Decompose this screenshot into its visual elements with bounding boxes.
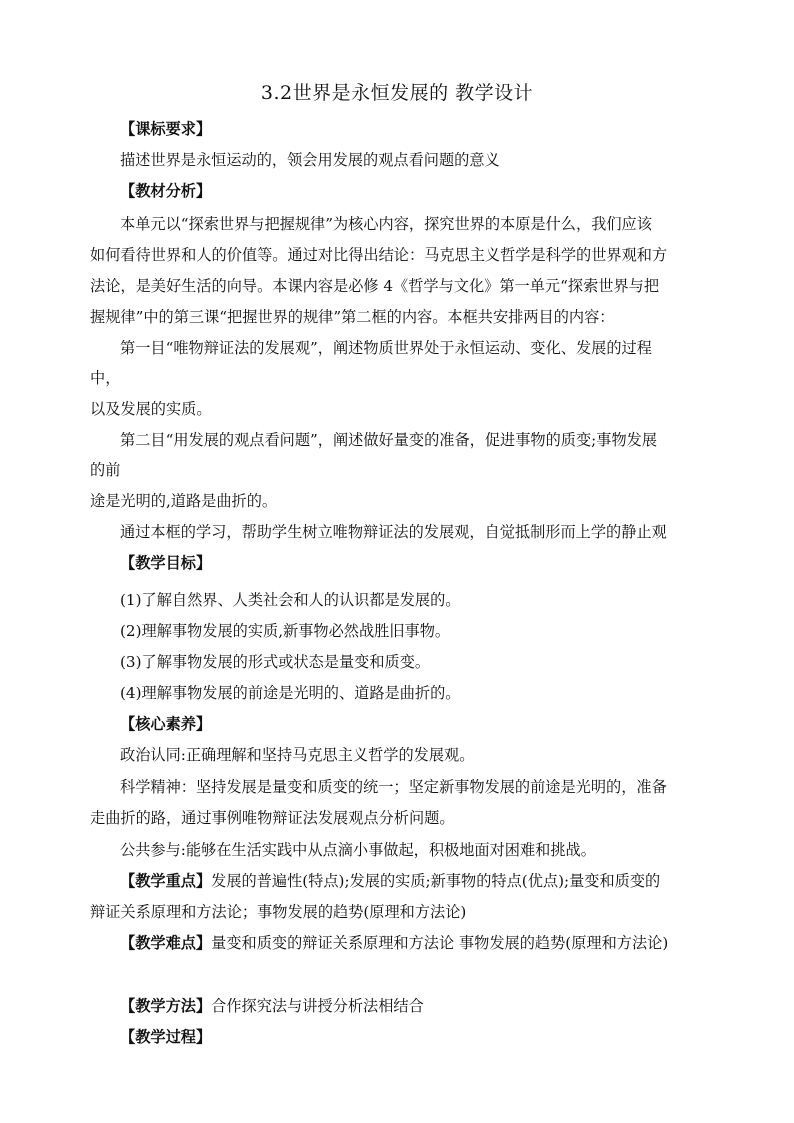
document-title: 3.2世界是永恒发展的 教学设计 [260,82,534,104]
mubiao-item-4: (4)理解事物发展的前途是光明的、道路是曲折的。 [120,684,461,702]
heading-mubiao: 【教学目标】 [120,554,212,572]
zhongdian-line1 [120,871,706,891]
jiaocai-p2-line2: 中， [90,369,121,387]
jiaocai-p1-line4: 握规律”中的第三课“把握世界的规律”第二框的内容。本框共安排两目的内容： [90,308,615,326]
heading-fangfa: 【教学方法】 [120,997,212,1015]
nandian-line [120,933,706,953]
heading-jiaocai: 【教材分析】 [120,182,212,200]
zhongdian-line2: 辩证关系原理和方法论；事物发展的趋势(原理和方法论) [90,903,467,921]
jiaocai-p3-line2: 的前 [90,461,121,479]
fangfa-line [120,996,706,1016]
jiaocai-p3-line3: 途是光明的,道路是曲折的。 [90,492,278,510]
nandian-text: 量变和质变的辩证关系原理和方法论 事物发展的趋势(原理和方法论) [211,934,669,952]
jiaocai-p1-line3: 法论，是美好生活的向导。本课内容是必修 4《哲学与文化》第一单元“探索世界与把 [90,277,660,295]
mubiao-item-3: (3)了解事物发展的形式或状态是量变和质变。 [120,653,431,671]
fangfa-text: 合作探究法与讲授分析法相结合 [211,997,424,1015]
heading-zhongdian: 【教学重点】 [120,872,212,890]
mubiao-item-1: (1)了解自然界、人类社会和人的认识都是发展的。 [120,591,461,609]
suyang-gonggong: 公共参与:能够在生活实践中从点滴小事做起，积极地面对困难和挑战。 [120,841,596,859]
suyang-zhengzhi: 政治认同:正确理解和坚持马克思主义哲学的发展观。 [120,746,475,764]
jiaocai-p1-line1: 本单元以“探索世界与把握规律”为核心内容，探究世界的本原是什么，我们应该 [120,215,652,233]
zhongdian-text: 发展的普遍性(特点);发展的实质;新事物的特点(优点);量变和质变的 [211,872,661,890]
kebiao-text: 描述世界是永恒运动的，领会用发展的观点看问题的意义 [120,151,500,169]
suyang-kexue-line2: 走曲折的路，通过事例唯物辩证法发展观点分析问题。 [90,809,455,827]
jiaocai-p2-line3: 以及发展的实质。 [90,400,212,418]
jiaocai-p2-line1: 第一目“唯物辩证法的发展观”，阐述物质世界处于永恒运动、变化、发展的过程 [120,339,652,357]
heading-suyang: 【核心素养】 [120,715,212,733]
jiaocai-p3-line1: 第二目“用发展的观点看问题”，阐述做好量变的准备，促进事物的质变;事物发展 [120,431,658,449]
jiaocai-p1-line2: 如何看待世界和人的价值等。通过对比得出结论：马克思主义哲学是科学的世界观和方 [90,246,668,264]
heading-kebiao: 【课标要求】 [120,120,212,138]
mubiao-item-2: (2)理解事物发展的实质,新事物必然战胜旧事物。 [120,622,451,640]
jiaocai-p4: 通过本框的学习，帮助学生树立唯物辩证法的发展观，自觉抵制形而上学的静止观 [120,523,667,541]
heading-nandian: 【教学难点】 [120,934,212,952]
heading-guocheng: 【教学过程】 [120,1028,212,1046]
suyang-kexue-line1: 科学精神：坚持发展是量变和质变的统一；坚定新事物发展的前途是光明的，准备 [120,778,667,796]
